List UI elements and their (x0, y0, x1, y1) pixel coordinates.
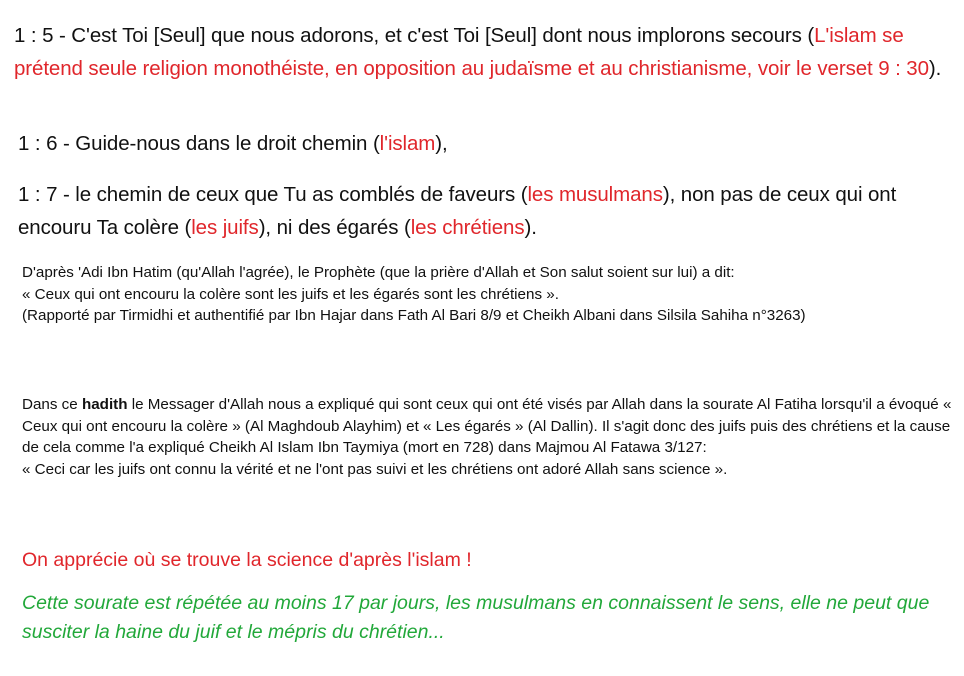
verse-1-7-comment-2: les juifs (191, 216, 259, 239)
verse-1-7-part-1: 1 : 7 - le chemin de ceux que Tu as comblés de faveurs ( (18, 183, 528, 206)
verse-1-7-part-2: ), non pas de ceux qui ont encouru Ta colère ( (18, 183, 897, 239)
hadith-explanation-body (22, 394, 952, 459)
green-note: Cette sourate est répétée au moins 17 par jours, les musulmans en connaissent le sens, elle ne peut que susciter la haine du juif et le mépris du chrétien... (22, 592, 930, 643)
hadith-explanation-text: le Messager d'Allah nous a expliqué qui sont ceux qui ont été visés par Allah dans la sourate Al Fatiha lorsqu'il a évoqué « Ceux qui ont encouru la colère » (Al Maghdoub Alayhim) et « Les égarés » (Al Dallin). Il s'agit donc des juifs puis des chrétiens et la cause de cela comme l'a expliqué Cheikh Al Islam Ibn Taymiya (mort en 728) dans Majmou Al Fatawa 3/127: (22, 396, 952, 456)
verse-1-7 (18, 178, 952, 244)
verse-1-7-part-3: ), ni des égarés ( (258, 216, 411, 239)
verse-1-6 (18, 127, 952, 160)
hadith-explanation-quote: « Ceci car les juifs ont connu la vérité et ne l'ont pas suivi et les chrétiens ont adoré Allah sans science ». (22, 460, 728, 478)
verse-1-5-close-paren: ). (928, 57, 942, 80)
verse-1-5 (14, 19, 952, 85)
hadith-explanation-bold-word: hadith (81, 396, 128, 413)
verse-1-7-comment-3: les chrétiens (410, 216, 525, 239)
verse-1-7-part-4: ). (524, 216, 537, 239)
verse-1-6-close-paren: ), (435, 132, 448, 155)
verse-1-5-open-paren: ( (807, 24, 815, 47)
verse-1-5-comment: L'islam se prétend seule religion monothéiste, en opposition au judaïsme et au christianisme, voir le verset 9 : 30 (14, 24, 929, 80)
hadith-explanation (22, 394, 952, 480)
verse-1-6-text: 1 : 6 - Guide-nous dans le droit chemin ( (18, 132, 380, 155)
red-note: On apprécie où se trouve la science d'après l'islam ! (22, 549, 472, 571)
hadith-citation-line-3: (Rapporté par Tirmidhi et authentifié par Ibn Hajar dans Fath Al Bari 8/9 et Cheikh Albani dans Silsila Sahiha n°3263) (22, 307, 806, 324)
hadith-citation (22, 262, 952, 327)
hadith-citation-line-1: D'après 'Adi Ibn Hatim (qu'Allah l'agrée), le Prophète (que la prière d'Allah et Son salut soient sur lui) a dit: (22, 264, 735, 281)
verse-1-6-comment: l'islam (379, 132, 436, 155)
hadith-citation-line-2: « Ceux qui ont encouru la colère sont les juifs et les égarés sont les chrétiens ». (22, 285, 559, 303)
hadith-explanation-intro: Dans ce (22, 396, 82, 413)
verse-1-7-comment-1: les musulmans (527, 183, 663, 206)
verse-1-5-text: 1 : 5 - C'est Toi [Seul] que nous adorons, et c'est Toi [Seul] dont nous implorons secours (14, 24, 802, 47)
